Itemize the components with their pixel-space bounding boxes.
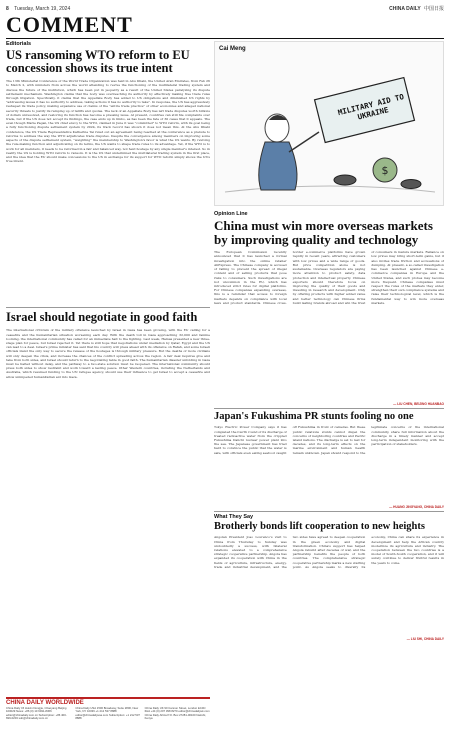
japan-byline: — HUANG JINGYANG, CHINA DAILY [389, 505, 444, 510]
opinion-column [214, 41, 444, 641]
issue-date: Tuesday, March 19, 2024 [14, 5, 71, 12]
what-they-say-body: Angolan President Joao Lourenco's visit to China from Thursday to Sunday was undoubtedly a success, with bilateral relations elevated to a comprehensive strategic cooperative partnership. Angola has expanded its cooperation with China in the fields of agriculture, infrastructure, energy, trade and industrial development, and the two sides have agreed to deepen cooperation in the green economy and digital transformation. China's support has helped Angola rebuild after decades of war, and the partnership benefits the people of both countries. The comprehensive strategic cooperative partnership marks a new starting point. As Angola seeks to diversify its economy, China can share its experience in development and help the African country modernize its agriculture and industry. The cooperation between the two countries is a model of South-South cooperation, and it will surely continue to deliver fruitful results in the years to come. [214, 535, 444, 569]
contact-col-2: China Daily USA 1500 Broadway, Suite 2800, New York, NY 10036 +1 212 537 8888 editor@chinadailyusa.com Subscription: +1 212 537 8888 [75, 706, 140, 721]
cartoon-artist: Cai Meng [219, 46, 246, 52]
section-title: COMMENT [6, 12, 133, 37]
svg-text:$: $ [381, 164, 389, 177]
header-left [6, 6, 74, 12]
opinion-label: Opinion Line [214, 211, 248, 217]
cartoon-illustration [215, 42, 445, 207]
contact-columns [6, 707, 210, 721]
what-they-say-byline: — LIU SHI, CHINA DAILY [406, 637, 444, 642]
contact-col-1: China Daily 15 Huixin Dongjie, Chaoyang Beijing 100029 News: +86 (0) 10 6491-8366 editor@chinadaily.com.cn Subscription: +86 400-699-0203 sub@chinadaily.com.cn [6, 706, 67, 721]
wto-headline: US ransoming WTO reform to EU concession shows its true intent [6, 48, 190, 76]
opinion-headline: China must win more overseas markets by improving quality and technology [214, 218, 433, 247]
section-rule [6, 38, 444, 39]
contact-col-3: China Daily UK 90 Cannon Street, London EC4N 6HA +44 (0) 207 398 8270 editor@chinadailyuk.com China Daily Africa P.O. Box 27281-00100 Nairobi, Kenya [144, 706, 210, 721]
divider [6, 307, 210, 308]
israel-headline: Israel should negotiate in good faith [6, 310, 198, 325]
divider [214, 408, 444, 409]
opinion-body: The European Commission recently announced that it has launched a formal investigation into the online retailer AliExpress. The Chinese company is accused of failing to prevent the spread of illegal content and of selling products that pose risks to consumers. Such investigations are not uncommon in the EU, which has introduced strict rules for digital platforms. For Chinese companies expanding overseas, this is a reminder that access to foreign markets depends on compliance with local laws and product standards. Chinese cross-border e-commerce platforms have grown rapidly in recent years, attracting customers with low prices and a wide range of goods. But price competition alone is not sustainable. Overseas regulators are paying more attention to product safety, data protection and intellectual property. Chinese exporters should therefore focus on improving the quality of their goods and investing in research and development. Only by offering products with higher added value and better technology can Chinese firms build lasting brands abroad and win the trust of consumers in mature markets. Reliance on low prices may bring short-term gains, but it also invites trade friction and accusations of dumping. At present, a so-called investigation has been launched against Chinese e-commerce companies in Europe and the United States, and such probes may become more frequent. Chinese companies must respect the rules of the markets they enter, strengthen their own compliance systems and raise their technological level, which is the fundamental way to win more overseas markets. [214, 250, 444, 305]
masthead-name-cn: 中国日报 [423, 6, 444, 12]
japan-body: Tokyo Electric Power Company says it has completed the fourth round of its discharge of treated radioactive water from the crippled Fukushima Daiichi nuclear power plant into the sea. The Japanese government has tried hard to convince the public that the water is safe, with officials even eating seafood caught off Fukushima in front of cameras. But these public relations stunts cannot dispel the concerns of neighboring countries and Pacific island nations. The discharge is set to last for decades, and its long-term effects on the marine environment and human health remain unknown. Japan should respond to the legitimate concerns of the international community, share full information about the discharge in a timely manner and accept long-term independent monitoring with the participation of stakeholders. [214, 425, 444, 455]
masthead [389, 5, 444, 12]
israel-body: The international criticism of the military offensive launched by Israel in Gaza has been growing, with the EU calling for a ceasefire and the humanitarian situation worsening each day. With the death toll in Gaza approaching 32,000 and famine looming, the international community has called for an immediate halt to the fighting. Last week, Hamas presented a new three-stage plan for peace, but Israel rejected it. Yet there is still hope that negotiations under mediation by Qatar, Egypt and the US can lead to a deal. Israel's prime minister has said that his country will press ahead with its offensive on Rafah, and some Israeli officials insist the only way to secure the release of the hostages is through military pressure. But the deaths of more civilians will only deepen the crisis, and increase the chances of the conflict spreading across the region. A fair deal requires give and take from both sides, and Israel should return to the negotiating table in good faith. The humanitarian disaster unfolding in Gaza must be halted without delay, and the pathway to a two-state solution must be reopened. The international community should press both sides to show restraint and work toward a lasting peace. Other Western countries, including the Netherlands and Australia, which resumed funding to the UN refugee agency, should use their influence to get Israel to accept a ceasefire and allow unimpeded humanitarian aid into Gaza. [6, 328, 210, 379]
opinion-byline: — LIU CHEN, BEIJING HUANBAO [393, 402, 444, 407]
page-number: 8 [6, 5, 9, 12]
what-they-say-headline: Brotherly bonds lift cooperation to new heights [214, 521, 425, 533]
what-they-say-label: What They Say [214, 514, 254, 521]
japan-headline: Japan's Fukushima PR stunts fooling no one [214, 411, 414, 423]
wto-body: The 13th Ministerial Conference of the World Trade Organization was held in Abu Dhabi, the United Arab Emirates, from Feb 26 to March 2, with ministers from across the world attending to revive the functioning of the multilateral trading system and discuss the future of the institution, which has been put in jeopardy as a result of the United States paralyzing its dispute settlement mechanism. Washington claims that the body was overreaching its authority by effectively making free trade rules through litigation. Specifically, it claims that the Appellate Body has added to US obligations and diminished US rights by "addressing issues it has no authority to address, taking actions it has no authority to take". In response, the US has aggressively reshaped its trade policy, making expansive use of claims of the "entire trade practice" of other economies and alleged national security threats to justify its ramping up of tariffs and quotas. The lack of an Appellate Body has left trade disputes worth billions of dollars unresolved, and restoring its function has become a pressing issue. At present, countries can still file complaints over trade, but if the US does not accept its findings, the case ends up in limbo, as has been the fate of 30 cases that it appeals. The even though Marie Pagan, the US chief envoy to the WTO, claimed in June it was "committed" to WTO reform, with its goal being a fully functioning dispute settlement system by 2024, its track record has shown it does not mean this. At the Abu Dhabi conference, the US Trade Representative Katherine Tai ruled out an agreement being reached at the conference as a prelude to reforms to address the way the WTO adjudicates trade disputes. Despite the convergence among members on improving some aspects of the dispute settlement system, "weighting" the membership to Washington's favor is what the US wants. By reviving the rule-making function and adjudicating on its terms, the US wants to shape trade rules to its advantage. Yet, if the WTO is to work for all members, it needs to be reformed in a fair and balanced way, not held hostage by any single member's interest. So in reality the US is holding WTO reform to ransom. It is the US that undermined the multilateral trading system in the first place, and the idea that the EU should make concessions to the US in exchange for its support for WTO reform simply shows the US's true intent. [6, 79, 210, 164]
cartoon-sign-text: MILITARY AID TO UKRAINE [336, 92, 405, 122]
divider [214, 511, 444, 512]
masthead-name: CHINA DAILY [389, 6, 421, 12]
contact-box [6, 697, 210, 743]
editorials-column [6, 41, 210, 698]
contact-title: CHINA DAILY WORLDWIDE [6, 700, 84, 706]
editorials-label: Editorials [6, 41, 32, 47]
editorial-cartoon [214, 41, 444, 206]
